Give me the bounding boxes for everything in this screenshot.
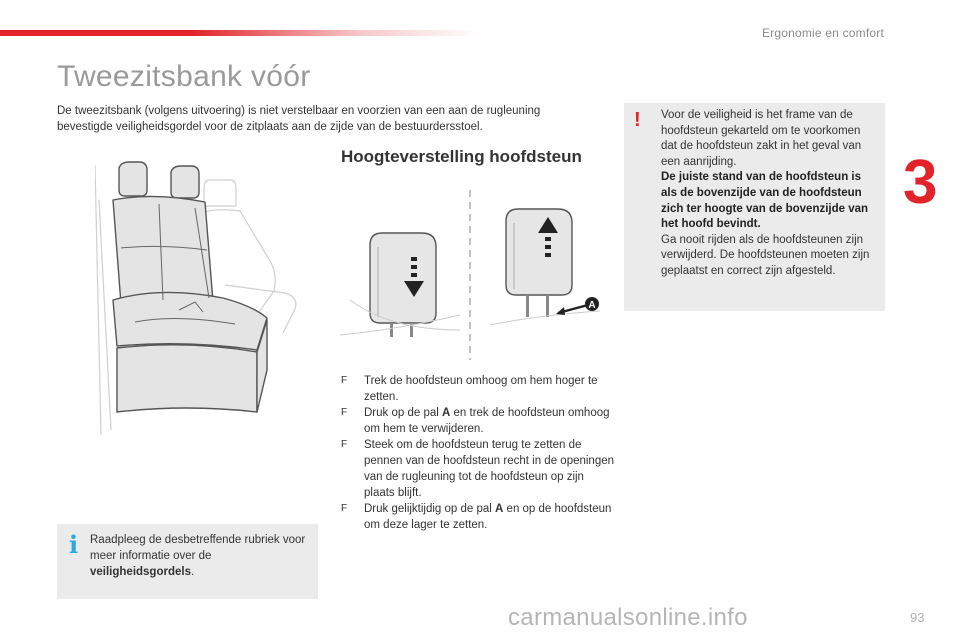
warning-icon: ! — [634, 109, 641, 131]
watermark: carmanualsonline.info — [508, 604, 748, 631]
info-text: Raadpleeg de desbetreffende rubriek voor meer informatie over de veiligheidsgordels. — [90, 534, 306, 578]
page-title: Tweezitsbank vóór — [57, 60, 311, 93]
chapter-number: 3 — [903, 148, 938, 217]
bench-seat-illustration — [95, 160, 310, 435]
warning-box — [624, 103, 885, 311]
info-box — [57, 524, 318, 599]
bullet-icon: F — [341, 375, 348, 386]
intro-paragraph: De tweezitsbank (volgens uitvoering) is niet verstelbaar en voorzien van een aan de rugleuning bevestigde veiligheidsgordel voor de zitplaats aan de zijde van de bestuurdersstoel. — [57, 105, 541, 133]
bullet-icon: F — [341, 439, 348, 450]
section-heading: Hoogteverstelling hoofdsteun — [341, 147, 582, 166]
headrest-raised-illustration — [490, 209, 600, 325]
warning-paragraph-2: Ga nooit rijden als de hoofdsteunen zijn verwijderd. De hoofdsteunen moeten zijn geplaatst en correct zijn afgesteld. — [661, 233, 870, 277]
warning-bold-paragraph: De juiste stand van de hoofdsteun is als de bovenzijde van de hoofdsteun zich ter hoogte van de bovenzijde van het hoofd bevindt. — [661, 171, 869, 231]
info-icon: i — [69, 530, 79, 559]
instruction-list — [341, 373, 616, 533]
page-number: 93 — [910, 610, 925, 625]
list-item: F Druk op de pal A en trek de hoofdsteun omhoog om hem te verwijderen. — [341, 407, 610, 435]
header-accent-bar — [0, 30, 480, 36]
warning-text — [661, 108, 879, 280]
bullet-icon: F — [341, 503, 348, 514]
list-item: F Trek de hoofdsteun omhoog om hem hoger te zetten. — [341, 375, 598, 403]
pal-a-marker: A — [588, 300, 596, 311]
warning-paragraph-1: Voor de veiligheid is het frame van de hoofdsteun gekarteld om te voorkomen dat de hoofdsteun zakt in het geval van een aanrijding. — [661, 109, 862, 168]
list-item: F Steek om de hoofdsteun terug te zetten de pennen van de hoofdsteun recht in de openingen van de rugleuning tot de hoofdsteun op zijn plaats blijft. — [341, 439, 615, 499]
bullet-icon: F — [341, 407, 348, 418]
headrest-adjustment-illustration — [340, 185, 610, 360]
headrest-lower-illustration — [340, 233, 460, 337]
section-label: Ergonomie en comfort — [761, 26, 884, 40]
list-item: F Druk gelijktijdig op de pal A en op de hoofdsteun om deze lager te zetten. — [341, 503, 612, 531]
